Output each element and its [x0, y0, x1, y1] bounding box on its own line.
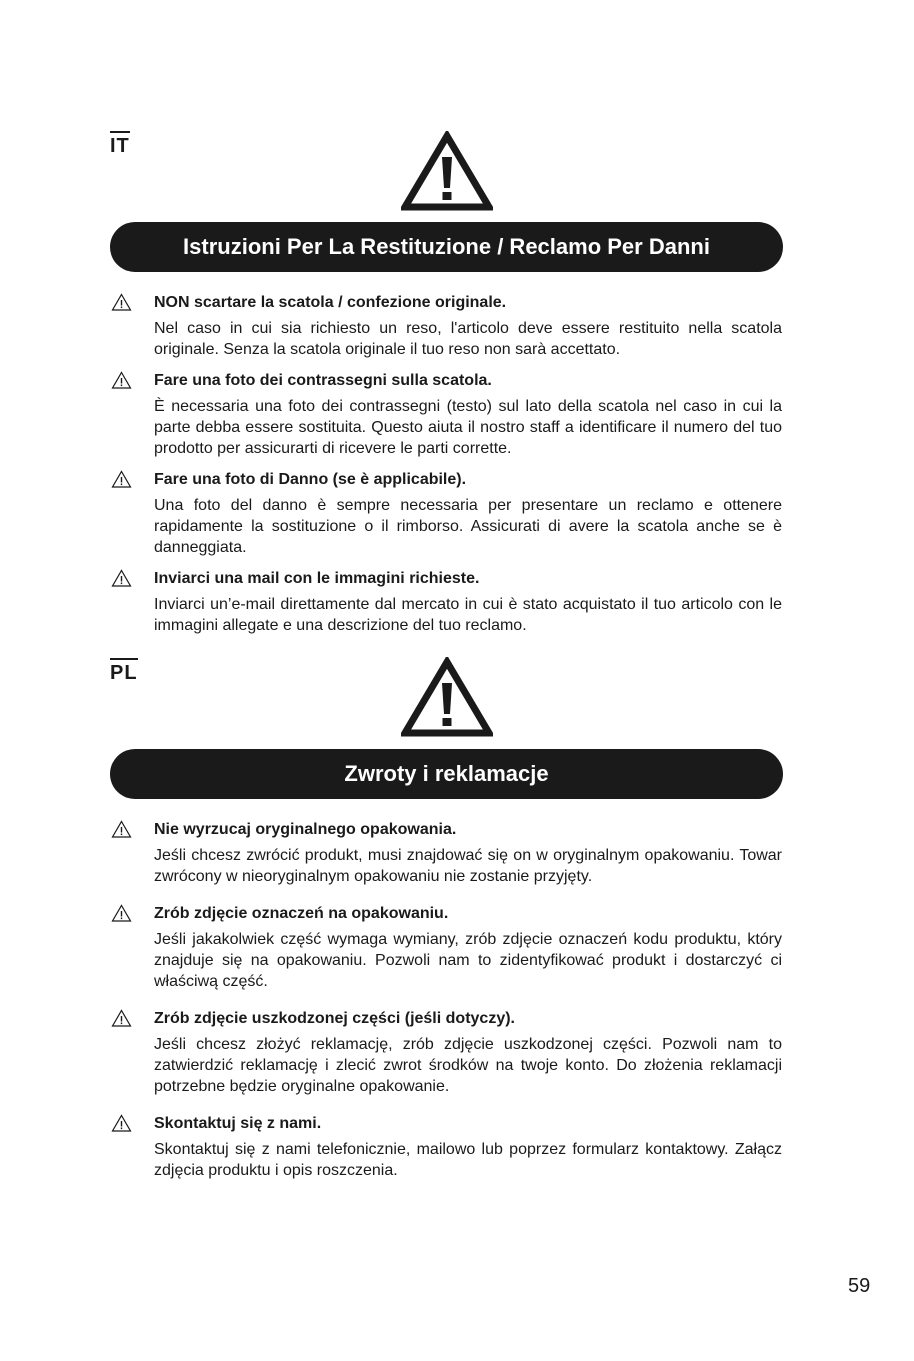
item-body: Nel caso in cui sia richiesto un reso, l'articolo deve essere restituito nella scatola originale. Senza la scatola originale il tuo reso non sarà accettato.: [154, 320, 782, 358]
page-number: 59: [848, 1275, 871, 1297]
warning-triangle-small-icon: [111, 293, 132, 311]
item-body: È necessaria una foto dei contrassegni (testo) sul lato della scatola nel caso in cui la parte debba essere sostituita. Questo aiuta il nostro staff a identificare il numero del tuo prodotto per assicurarti di ricevere le parti corrette.: [154, 398, 782, 457]
warning-triangle-icon: [401, 657, 493, 737]
item-body: Jeśli chcesz zwrócić produkt, musi znajdować się on w oryginalnym opakowaniu. Towar zwrócony w nieoryginalnym opakowaniu nie zostanie przyjęty.: [154, 847, 782, 885]
item-title: NON scartare la scatola / confezione originale.: [154, 294, 507, 311]
section-banner-pl: Zwroty i reklamacje: [110, 749, 783, 799]
item-body: Jeśli chcesz złożyć reklamację, zrób zdjęcie uszkodzonej części. Pozwoli nam to zatwierdzić reklamację i zlecić zwrot środków na twoje konto. Do złożenia reklamacji potrzebne będzie oryginalne opakowanie.: [154, 1036, 782, 1095]
list-item: [0, 1113, 914, 1181]
warning-triangle-small-icon: [111, 1114, 132, 1132]
section-banner-it: Istruzioni Per La Restituzione / Reclamo Per Danni: [110, 222, 783, 272]
list-item: [0, 469, 914, 558]
list-item: [0, 1008, 914, 1097]
item-title: Fare una foto di Danno (se è applicabile).: [154, 471, 467, 488]
list-item: [0, 568, 914, 636]
item-body: Una foto del danno è sempre necessaria per presentare un reclamo e ottenere rapidamente la sostituzione o il rimborso. Assicurati di avere la scatola anche se è danneggiata.: [154, 497, 782, 556]
warning-triangle-small-icon: [111, 371, 132, 389]
list-item: [0, 292, 914, 360]
item-title: Fare una foto dei contrassegni sulla scatola.: [154, 372, 492, 389]
warning-triangle-small-icon: [111, 569, 132, 587]
list-item: [0, 370, 914, 459]
item-title: Inviarci una mail con le immagini richieste.: [154, 570, 480, 587]
warning-triangle-small-icon: [111, 904, 132, 922]
language-tag-it: IT: [110, 131, 130, 156]
warning-triangle-small-icon: [111, 470, 132, 488]
item-body: Skontaktuj się z nami telefonicznie, mailowo lub poprzez formularz kontaktowy. Załącz zdjęcia produktu i opis roszczenia.: [154, 1141, 782, 1179]
item-title: Skontaktuj się z nami.: [154, 1115, 322, 1132]
item-body: Jeśli jakakolwiek część wymaga wymiany, zrób zdjęcie oznaczeń kodu produktu, który znajduje się na opakowaniu. Pozwoli nam to zidentyfikować produkt i dostarczyć ci właściwą część.: [154, 931, 782, 990]
warning-triangle-small-icon: [111, 1009, 132, 1027]
list-item: [0, 819, 914, 887]
warning-triangle-icon: [401, 131, 493, 211]
item-title: Zrób zdjęcie oznaczeń na opakowaniu.: [154, 905, 449, 922]
item-title: Nie wyrzucaj oryginalnego opakowania.: [154, 821, 457, 838]
instruction-list-pl: [0, 819, 914, 1191]
item-body: Inviarci un’e-mail direttamente dal mercato in cui è stato acquistato il tuo articolo con le immagini allegate e una descrizione del tuo reclamo.: [154, 596, 782, 634]
list-item: [0, 903, 914, 992]
warning-triangle-small-icon: [111, 820, 132, 838]
item-title: Zrób zdjęcie uszkodzonej części (jeśli dotyczy).: [154, 1010, 515, 1027]
instruction-list-it: [0, 292, 914, 646]
language-tag-pl: PL: [110, 658, 138, 683]
